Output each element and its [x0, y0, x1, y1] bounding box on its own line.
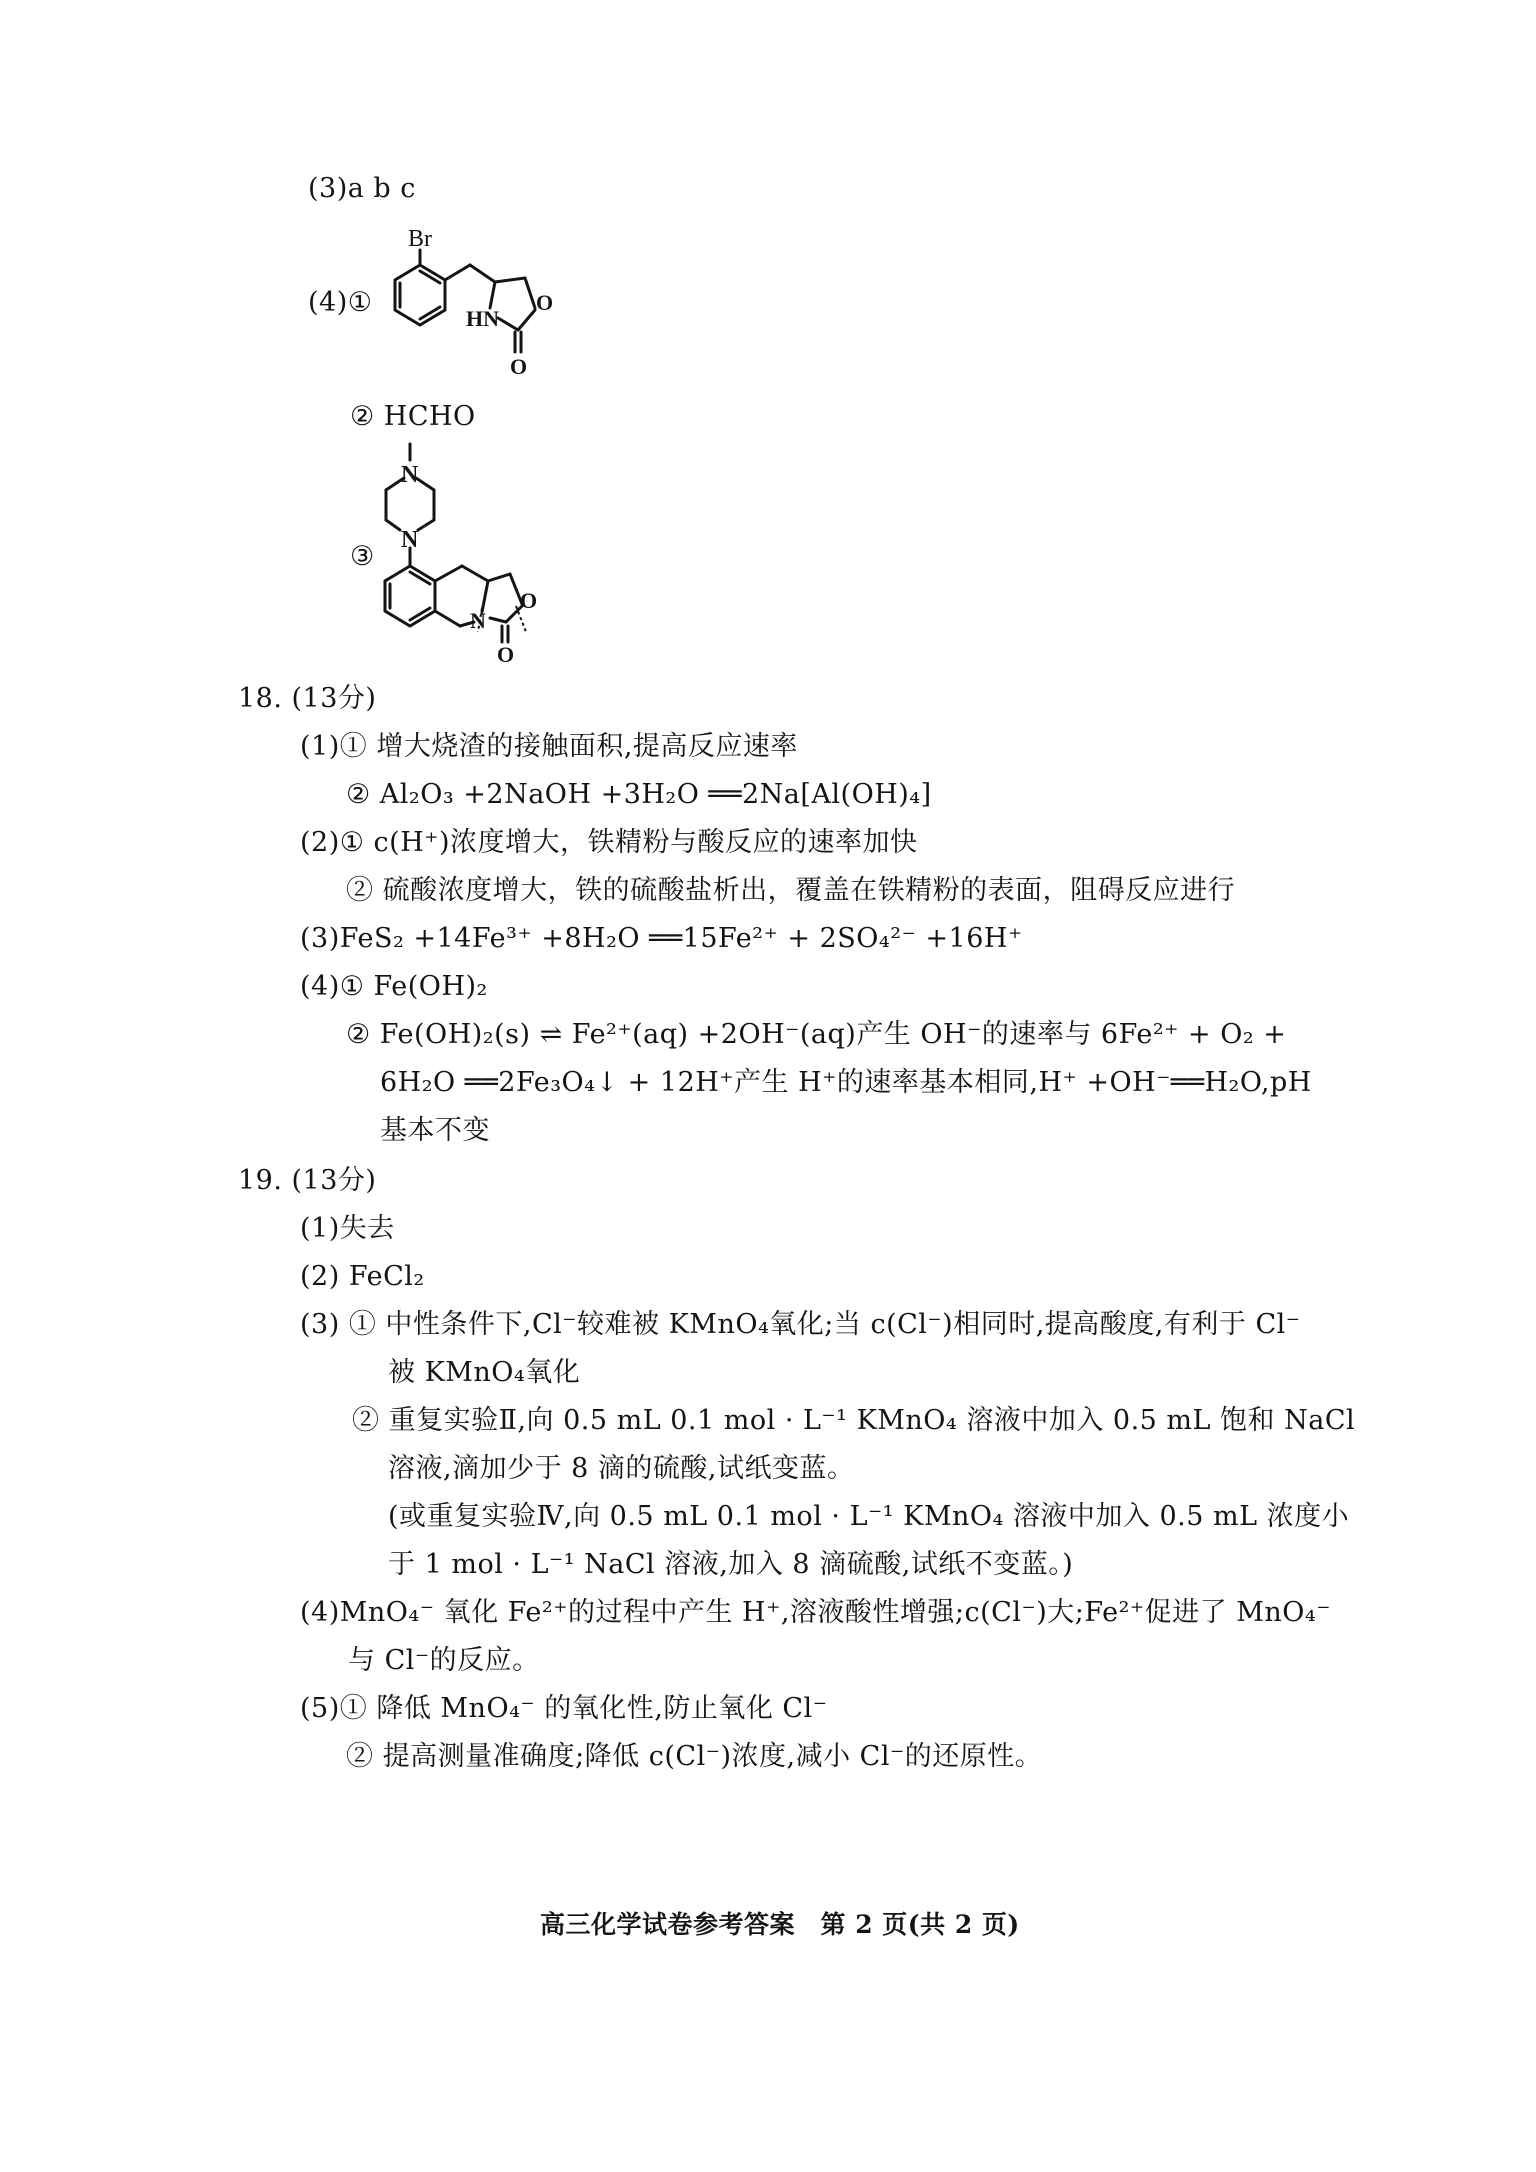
- q19-line-5: ② 重复实验Ⅱ,向 0.5 mL 0.1 mol · L⁻¹ KMnO₄ 溶液中加入 0.5 mL 饱和 NaCl: [352, 1405, 1356, 1436]
- q19-line-8: 于 1 mol · L⁻¹ NaCl 溶液,加入 8 滴硫酸,试纸不变蓝。): [388, 1549, 1074, 1580]
- q19-line-12: ② 提高测量准确度;降低 c(Cl⁻)浓度,减小 Cl⁻的还原性。: [346, 1741, 1043, 1772]
- q19-line-6: 溶液,滴加少于 8 滴的硫酸,试纸变蓝。: [388, 1453, 855, 1484]
- mol1-o-ring-label: O: [536, 290, 554, 315]
- q18-line-2: ② Al₂O₃ +2NaOH +3H₂O ══2Na[Al(OH)₄]: [346, 779, 932, 810]
- q19-line-3: (3) ① 中性条件下,Cl⁻较难被 KMnO₄氧化;当 c(Cl⁻)相同时,提高酸度,有利于 Cl⁻: [300, 1309, 1301, 1340]
- q19-line-1: (1)失去: [300, 1213, 395, 1244]
- q18-line-8: 6H₂O ══2Fe₃O₄↓ + 12H⁺产生 H⁺的速率基本相同,H⁺ +OH⁻══H₂O,pH: [380, 1067, 1312, 1098]
- molecule-piperazinyl-tricyclic: [370, 436, 570, 666]
- q18-line-5: (3)FeS₂ +14Fe³⁺ +8H₂O ══15Fe²⁺ + 2SO₄²⁻ +16H⁺: [300, 923, 1023, 954]
- page-footer: 高三化学试卷参考答案 第 2 页(共 2 页): [540, 1910, 1020, 1939]
- q17-part4-3-label: ③: [350, 541, 375, 572]
- q18-header: 18. (13分): [238, 683, 377, 714]
- mol2-n-ring-label: N: [470, 608, 486, 633]
- q18-line-4: ② 硫酸浓度增大，铁的硫酸盐析出，覆盖在铁精粉的表面，阻碍反应进行: [346, 875, 1236, 906]
- q17-part4-label: (4)①: [308, 287, 373, 318]
- mol1-br-label: Br: [408, 226, 432, 252]
- q19-header: 19. (13分): [238, 1165, 377, 1196]
- q19-line-10: 与 Cl⁻的反应。: [348, 1645, 540, 1676]
- molecule-bromobenzyl-oxazolidinone: [360, 220, 590, 380]
- q19-line-11: (5)① 降低 MnO₄⁻ 的氧化性,防止氧化 Cl⁻: [300, 1693, 828, 1724]
- mol2-o-carbonyl-label: O: [497, 642, 515, 666]
- q19-line-4: 被 KMnO₄氧化: [388, 1357, 581, 1388]
- q19-line-7: (或重复实验Ⅳ,向 0.5 mL 0.1 mol · L⁻¹ KMnO₄ 溶液中加入 0.5 mL 浓度小: [388, 1501, 1350, 1532]
- q18-line-1: (1)① 增大烧渣的接触面积,提高反应速率: [300, 731, 798, 762]
- q17-part4-2: ② HCHO: [350, 401, 476, 432]
- mol2-n-bottom-label: N: [401, 527, 419, 553]
- q17-part3: (3)a b c: [308, 173, 416, 204]
- mol1-hn-label: HN: [466, 306, 499, 331]
- q18-line-3: (2)① c(H⁺)浓度增大，铁精粉与酸反应的速率加快: [300, 827, 918, 858]
- mol2-n-top-label: N: [401, 462, 419, 488]
- mol1-o-carbonyl-label: O: [510, 354, 528, 379]
- q19-line-9: (4)MnO₄⁻ 氧化 Fe²⁺的过程中产生 H⁺,溶液酸性增强;c(Cl⁻)大;Fe²⁺促进了 MnO₄⁻: [300, 1597, 1331, 1628]
- q18-line-9: 基本不变: [380, 1115, 490, 1146]
- q18-line-6: (4)① Fe(OH)₂: [300, 971, 488, 1002]
- mol2-o-ring-label: O: [520, 588, 538, 613]
- q19-line-2: (2) FeCl₂: [300, 1261, 425, 1292]
- q18-line-7: ② Fe(OH)₂(s) ⇌ Fe²⁺(aq) +2OH⁻(aq)产生 OH⁻的速率与 6Fe²⁺ + O₂ +: [346, 1019, 1287, 1050]
